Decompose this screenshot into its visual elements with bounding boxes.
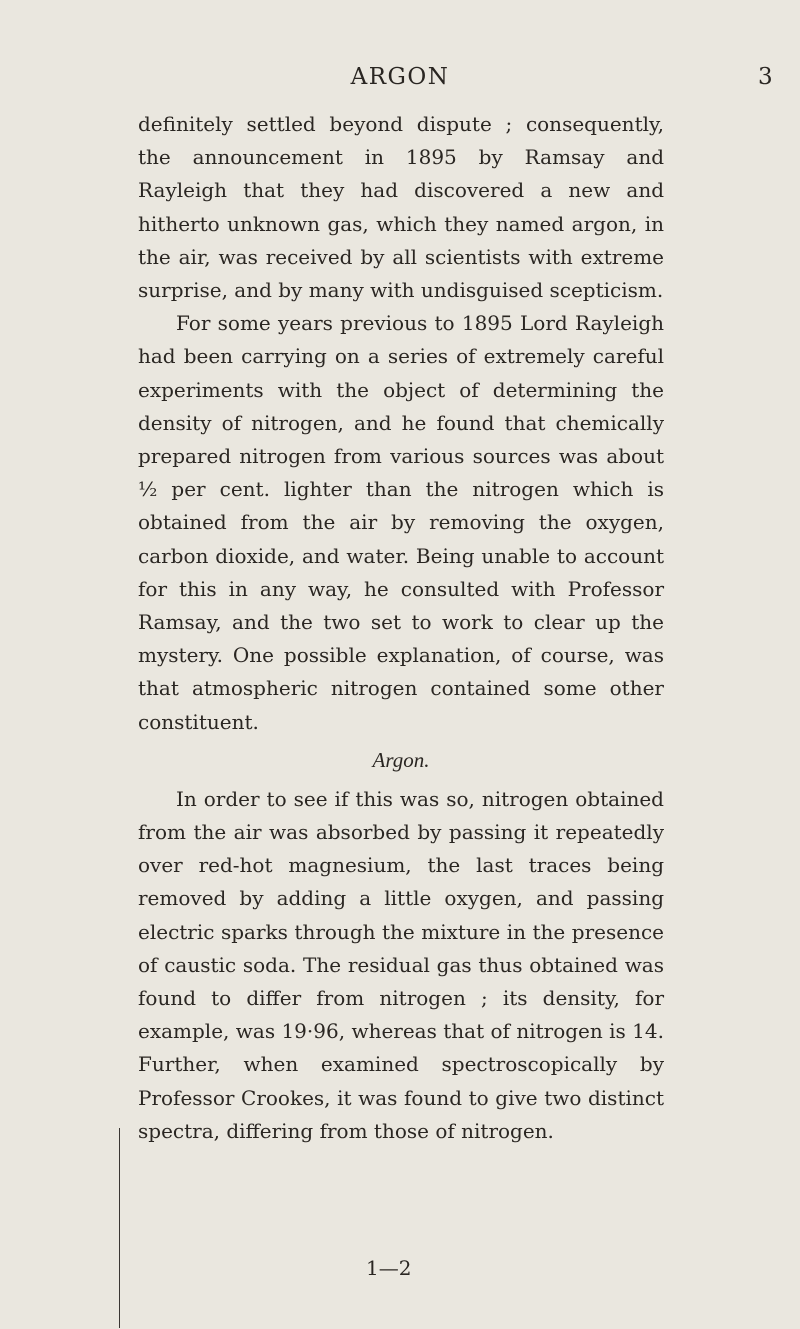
running-head xyxy=(0,62,800,96)
signature-mark: 1—2 xyxy=(366,1256,412,1280)
paragraph-continuation: definitely settled beyond dispute ; consequently, the announcement in 1895 by Ramsay and Rayleigh that they had discovered a new and hitherto unknown gas, which they named argon, in the air, was received by all scientists with extreme surprise, and by many with undisguised scepticism. xyxy=(138,112,664,303)
main-text xyxy=(138,108,664,1148)
paragraph-argon-isolation: In order to see if this was so, nitrogen obtained from the air was absorbed by passing it repeatedly over red-hot magnesium, the last traces being removed by adding a little oxygen, and passing electric sparks through the mixture in the presence of caustic soda. The residual gas thus obtained was found to differ from nitrogen ; its density, for example, was 19·96, whereas that of nitrogen is 14. Further, when examined spectroscopically by Professor Crookes, it was found to give two distinct spectra, differing from those of nitrogen. xyxy=(138,786,664,1143)
paragraph-rayleigh-experiments: For some years previous to 1895 Lord Rayleigh had been carrying on a series of extremely careful experiments with the object of determining the density of nitrogen, and he found that chemically prepared nitrogen from various sources was about ½ per cent. lighter than the nitrogen which is obtained from the air by removing the oxygen, carbon dioxide, and water. Being unable to account for this in any way, he consulted with Professor Ramsay, and the two set to work to clear up the mystery. One possible explanation, of course, was that atmospheric nitrogen contained some other constituent. xyxy=(138,311,664,734)
section-heading: Argon. xyxy=(372,747,430,772)
running-title: ARGON xyxy=(350,64,450,90)
margin-rule xyxy=(119,1128,120,1328)
page-number: 3 xyxy=(758,64,773,90)
